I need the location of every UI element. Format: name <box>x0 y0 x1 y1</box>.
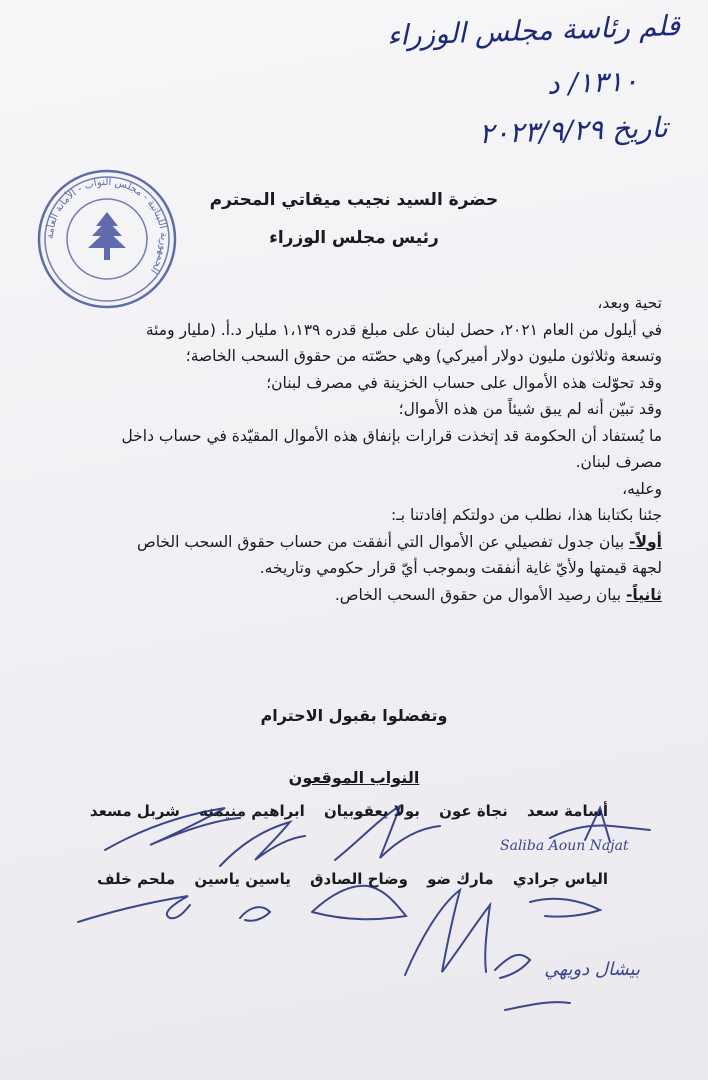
addressee-name: حضرة السيد نجيب ميقاتي المحترم <box>209 190 499 210</box>
request-second-text: بيان رصيد الأموال من حقوق السحب الخاص. <box>334 585 626 604</box>
signatory-name: نجاة عون <box>439 802 508 820</box>
body-line: وعليه، <box>622 479 662 498</box>
request-second <box>32 582 662 609</box>
signatories-row-2 <box>83 870 608 888</box>
handwritten-number: ١٣١٠/ د <box>546 64 639 101</box>
signatory-name: ابراهيم منيمنه <box>199 802 305 820</box>
signatory-name: الياس جرادي <box>512 870 608 888</box>
stamp-ring-text: الجمهورية اللبنانية - مجلس النواب - الأمانة العامة <box>44 176 170 276</box>
request-first <box>32 529 662 556</box>
body-line: في أيلول من العام ٢٠٢١، حصل لبنان على مبلغ قدره ١،١٣٩ مليار د.أ. (مليار ومئة <box>145 320 662 339</box>
signatory-name: مارك ضو <box>427 870 494 888</box>
handwritten-date: تاريخ ٢٠٢٣/٩/٢٩ <box>478 110 669 151</box>
signatory-name: بولا يعقوبيان <box>323 802 420 820</box>
addressee-title: رئيس مجلس الوزراء <box>269 228 439 248</box>
body-line: وتسعة وثلاثون مليون دولار أميركي) وهي حصّته من حقوق السحب الخاصة؛ <box>185 347 662 365</box>
closing-line: وتفضلوا بقبول الاحترام <box>260 706 448 725</box>
signatories-row-1 <box>76 802 608 820</box>
request-second-label: ثانياً- <box>625 585 662 604</box>
handwritten-registry-line: قلم رئاسة مجلس الوزراء <box>386 8 681 53</box>
request-first-text: بيان جدول تفصيلي عن الأموال التي أنفقت من حساب حقوق السحب الخاص <box>136 532 630 551</box>
signatory-name: شربل مسعد <box>89 802 180 820</box>
signature-text: بيشال دويهي <box>544 959 640 980</box>
letter-body <box>32 290 662 608</box>
signatory-name: ياسين ياسين <box>194 870 291 888</box>
body-line: جئنا بكتابنا هذا، نطلب من دولتكم إفادتنا بـ: <box>390 506 662 524</box>
greeting: تحية وبعد، <box>597 294 662 312</box>
body-line: لجهة قيمتها ولأيّ غاية أنفقت وبموجب أيّ قرار حكومي وتاريخه. <box>259 559 662 577</box>
body-line: مصرف لبنان. <box>575 453 662 471</box>
signatory-name: أسامة سعد <box>526 802 608 820</box>
signatory-name: وضاح الصادق <box>310 870 408 888</box>
request-first-label: أولاً- <box>629 532 662 551</box>
signatory-name: ملحم خلف <box>97 870 176 888</box>
signature-text: Saliba Aoun Najat <box>500 838 629 854</box>
body-line: ما يُستفاد أن الحكومة قد إتخذت قرارات بإنفاق هذه الأموال المقيّدة في حساب داخل <box>121 426 662 445</box>
body-line: وقد تحوّلت هذه الأموال على حساب الخزينة في مصرف لبنان؛ <box>266 373 662 392</box>
signatories-title: النواب الموقعون <box>288 768 420 787</box>
body-line: وقد تبيّن أنه لم يبق شيئاً من هذه الأموال؛ <box>398 400 662 418</box>
